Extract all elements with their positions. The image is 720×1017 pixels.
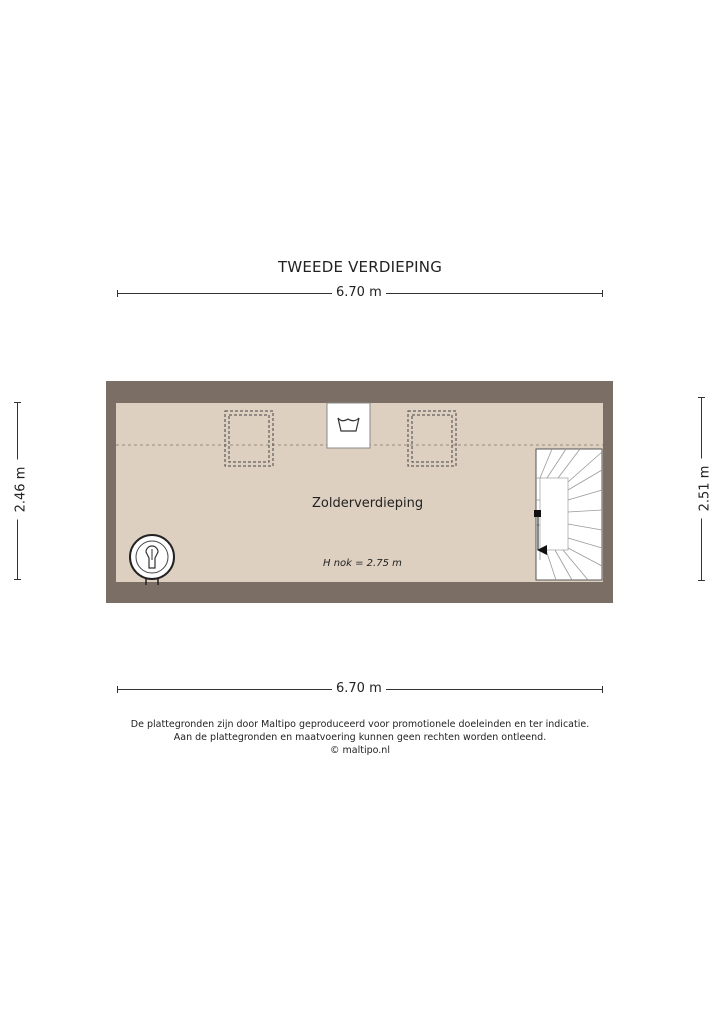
bottom-width-label: 6.70 m	[332, 681, 386, 696]
disclaimer-line-1: De plattegronden zijn door Maltipo geproduceerd voor promotionele doeleinden en ter indicatie.	[130, 719, 590, 730]
disclaimer-line-2: Aan de plattegronden en maatvoering kunnen geen rechten worden ontleend.	[173, 732, 547, 743]
top-width-label: 6.70 m	[332, 285, 386, 300]
disclaimer-line-3: © maltipo.nl	[330, 745, 390, 756]
right-depth-label: 2.51 m	[698, 459, 713, 519]
room-label-zolderverdieping: Zolderverdieping	[312, 496, 424, 511]
laundry-washer-icon	[327, 403, 370, 448]
left-depth-label: 2.46 m	[14, 460, 29, 520]
disclaimer	[0, 718, 720, 757]
staircase-icon	[534, 449, 602, 580]
ridge-height-label: H nok = 2.75 m	[323, 558, 402, 569]
floor-title: TWEEDE VERDIEPING	[277, 258, 443, 276]
